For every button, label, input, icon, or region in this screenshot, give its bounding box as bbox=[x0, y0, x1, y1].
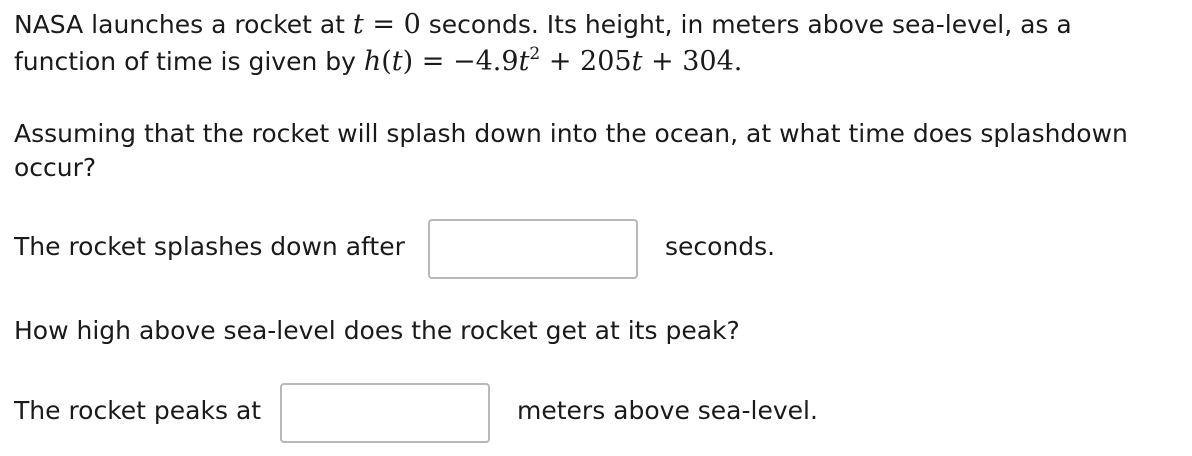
question-1-line-1: Assuming that the rocket will splash down into the ocean, at what time does splashdown bbox=[14, 119, 1128, 148]
question-2: How high above sea-level does the rocket get at its peak? bbox=[14, 316, 740, 345]
answer-1-prefix: The rocket splashes down after bbox=[14, 232, 405, 261]
answer-2-prefix: The rocket peaks at bbox=[14, 396, 262, 425]
problem-intro-text: NASA launches a rocket at bbox=[14, 10, 353, 39]
problem-line-2 bbox=[14, 44, 743, 77]
paren-close: ) bbox=[402, 46, 414, 77]
answer-1-suffix: seconds. bbox=[665, 232, 776, 261]
equation-rhs-2: + 205 bbox=[540, 46, 632, 77]
zero-value: 0 bbox=[403, 9, 421, 40]
h-function: h bbox=[363, 46, 382, 77]
answer-2-suffix: meters above sea-level. bbox=[517, 396, 818, 425]
paren-open: ( bbox=[381, 46, 392, 77]
problem-line-1 bbox=[14, 10, 1072, 40]
problem-line-2-prefix: function of time is given by bbox=[14, 47, 364, 76]
t-linear-var: t bbox=[631, 46, 643, 77]
t-squared-var: t bbox=[518, 46, 530, 77]
question-1-line-2: occur? bbox=[14, 153, 97, 182]
equals-sign: = bbox=[363, 9, 404, 40]
problem-intro-text-2: seconds. Its height, in meters above sea-level, as a bbox=[420, 10, 1072, 39]
peak-height-input[interactable] bbox=[280, 383, 490, 443]
splashdown-time-input[interactable] bbox=[428, 219, 638, 279]
paren-t: t bbox=[391, 46, 403, 77]
equation-rhs-1: = −4.9 bbox=[413, 46, 519, 77]
equation-rhs-3: + 304. bbox=[642, 46, 743, 77]
t-variable: t bbox=[352, 9, 364, 40]
exponent: 2 bbox=[529, 44, 541, 64]
